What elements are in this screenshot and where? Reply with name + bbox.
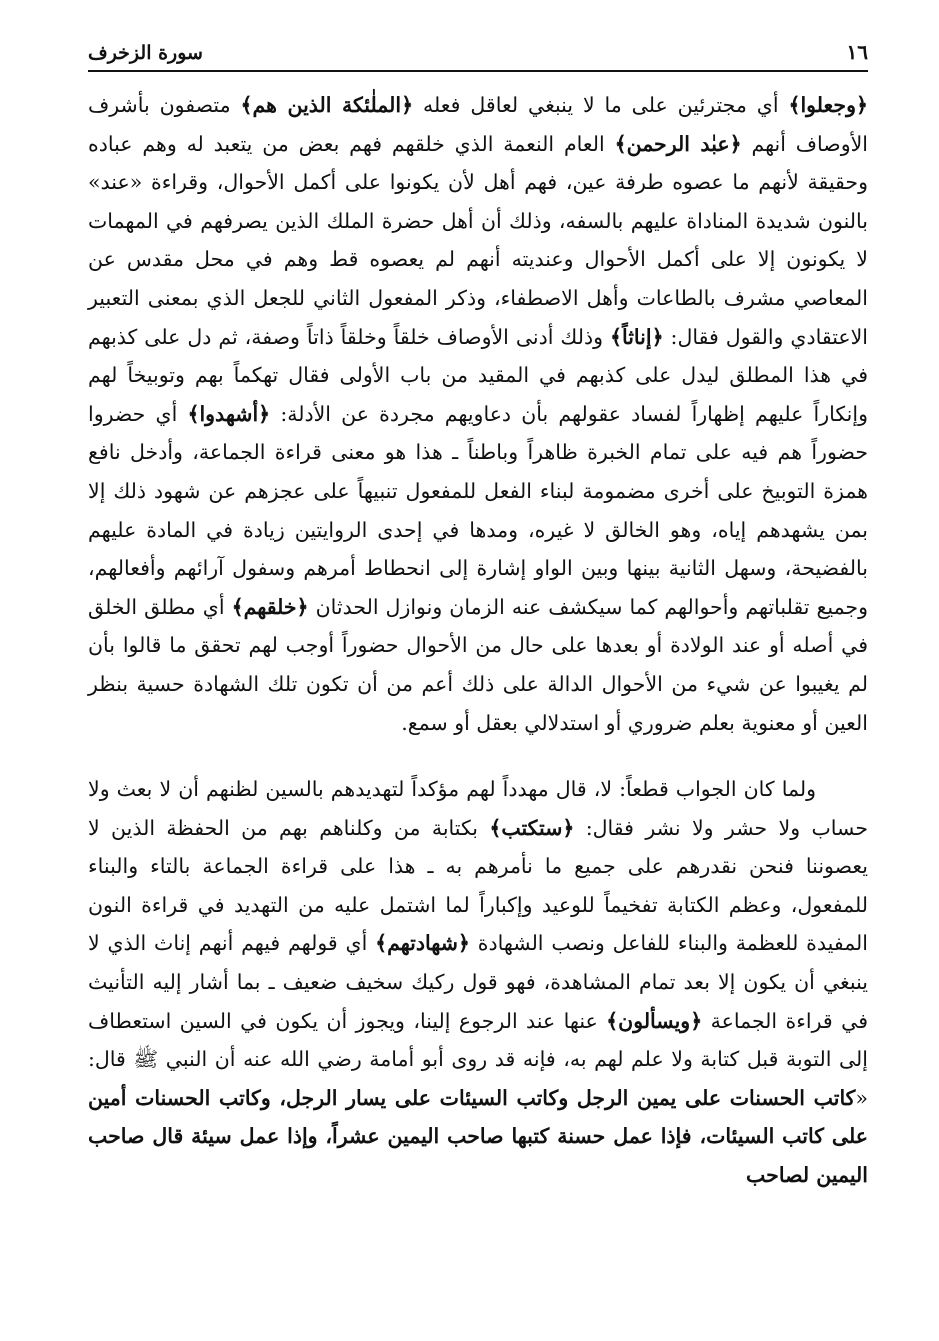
quran-phrase: ﴿ويسألون﴾ [606, 1008, 703, 1033]
text-segment: وذلك أدنى الأوصاف خلقاً وخلقاً ذاتاً وصفة، ثم دل على كذبهم في هذا المطلق ليدل على كذبهم في المقيد من باب الأولى فقال تهكماً بهم وتوبيخاً لهم وإنكاراً عليهم إظهاراً لفساد عقولهم بأن دعاويهم مجردة عن الأدلة: [88, 324, 868, 426]
quran-phrase: ﴿الملٰئكة الذين هم﴾ [240, 93, 414, 117]
quran-phrase: ﴿عبٰد الرحمن﴾ [614, 131, 742, 156]
quran-phrase: ﴿شهادتهم﴾ [375, 931, 470, 956]
text-segment: ولما كان الجواب قطعاً: لا، قال مهدداً لهم مؤكداً لتهديدهم بالسين لظنهم أن لا بعث ولا حساب ولا حشر ولا نشر فقال: [88, 777, 868, 840]
text-segment: أي حضروا حضوراً هم فيه على تمام الخبرة ظاهراً وباطناً ـ هذا هو معنى قراءة الجماعة، وأدخل نافع همزة التوبيخ على أخرى مضمومة لبناء الفعل للمفعول تنبيهاً على عجزهم عن شهود ذلك إلا بمن يشهدهم إياه، وهو الخالق لا غيره، ومدها في إحدى الروايتين زيادة في المادة عليهم بالفضيحة، وسهل الثانية بينها وبين الواو إشارة إلى انحطاط أمرهم وسفول آرائهم وأفعالهم، وجميع تقلباتهم وأحوالهم كما سيكشف عنه الزمان ونوازل الحدثان [88, 401, 868, 619]
hadith-quote: كاتب الحسنات على يمين الرجل وكاتب السيئات على يسار الرجل، وكاتب الحسنات أمين على كاتب السيئات، فإذا عمل حسنة كتبها صاحب اليمين عشراً، وإذا عمل سيئة قال صاحب اليمين لصاحب [88, 1085, 868, 1188]
quran-phrase: ﴿إناثاً﴾ [609, 324, 664, 349]
page-number: ١٦ [846, 40, 868, 64]
text-segment: متصفون بأشرف الأوصاف أنهم [88, 93, 868, 156]
text-segment: عنها عند الرجوع إلينا، ويجوز أن يكون في السين استعطاف إلى التوبة قبل كتابة ولا علم لهم به، فإنه قد روى أبو أمامة رضي الله عنه أن النبي ﷺ قال: « [88, 1008, 868, 1110]
quran-phrase: ﴿أشهدوا﴾ [187, 401, 271, 426]
paragraph-2 [88, 770, 868, 1195]
page-body [88, 86, 868, 1195]
page-header [88, 28, 868, 72]
text-segment: أي مطلق الخلق في أصله أو عند الولادة أو بعدها على حال من الأحوال حضوراً أوجب لهم تحقق ما قالوا بأن لم يغيبوا عن شيء من الأحوال الدالة على ذلك أعم من أن تكون تلك الشهادة حسية بنظر العين أو معنوية بعلم ضروري أو استدلالي بعقل أو سمع. [88, 594, 868, 735]
surah-title: سورة الزخرف [88, 42, 203, 64]
quran-phrase: ﴿ستكتب﴾ [489, 815, 575, 840]
book-page [88, 28, 868, 1318]
quran-phrase: ﴿خلقهم﴾ [231, 594, 309, 619]
text-segment: بكتابة من وكلناهم بهم من الحفظة الذين لا يعصوننا فنحن نقدرهم على جميع ما نأمرهم به ـ هذا على قراءة الجماعة بالتاء والبناء للمفعول، وعظم الكتابة تفخيماً للوعيد وإكباراً لما اشتمل عليه من التهديد في قراءة النون المفيدة للعظمة والبناء للفاعل ونصب الشهادة [88, 815, 868, 956]
text-segment: أي قولهم فيهم أنهم إناث الذي لا ينبغي أن يكون إلا بعد تمام المشاهدة، فهو قول ركيك سخيف ضعيف ـ بما أشار إليه التأنيث في قراءة الجماعة [88, 931, 868, 1033]
quran-phrase: ﴿وجعلوا﴾ [788, 93, 868, 117]
text-segment: أي مجترئين على ما لا ينبغي لعاقل فعله [413, 93, 789, 117]
paragraph-1 [88, 86, 868, 742]
text-segment: العام النعمة الذي خلقهم فهم بعض من يتعبد له وهم عباده وحقيقة لأنهم ما عصوه طرفة عين، فهم أهل لأن يكونوا على أكمل الأحوال، وقراءة «عند» بالنون شديدة المناداة عليهم بالسفه، وذلك أن أهل حضرة الملك الذين يصرفهم في المهمات لا يكونون إلا على أكمل الأحوال وعنديته أنهم لم يعصوه قط وهم في محل مقدس عن المعاصي مشرف بالطاعات وأهل الاصطفاء، وذكر المفعول الثاني للجعل الذي بمعنى التعبير الاعتقادي والقول فقال: [88, 131, 868, 349]
